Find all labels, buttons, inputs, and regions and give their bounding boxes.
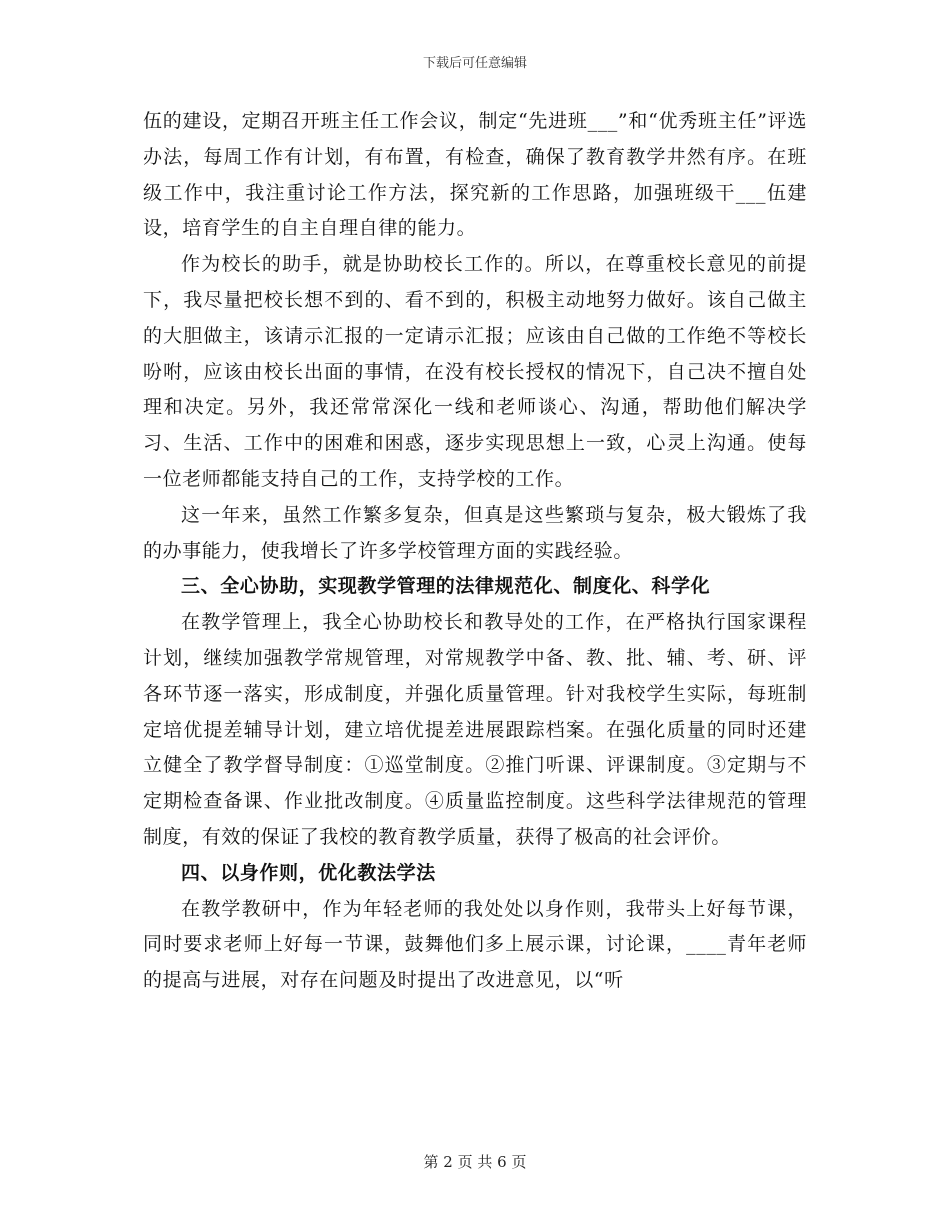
paragraph-year-summary: 这一年来，虽然工作繁多复杂，但真是这些繁琐与复杂，极大锻炼了我的办事能力，使我增长了许多学校管理方面的实践经验。 <box>143 503 807 562</box>
section-heading-three: 三、全心协助，实现教学管理的法律规范化、制度化、科学化 <box>181 575 711 598</box>
paragraph-continuation: 伍的建设，定期召开班主任工作会议，制定“先进班___”和“优秀班主任”评选办法，每周工作有计划，有布置，有检查，确保了教育教学井然有序。在班级工作中，我注重讨论工作方法，探究新的工作思路，加强班级干___伍建设，培育学生的自主自理自律的能力。 <box>143 110 807 240</box>
page-footer-pagination: 第 2 页 共 6 页 <box>423 1153 527 1171</box>
document-body <box>143 104 807 999</box>
paragraph-teaching-management: 在教学管理上，我全心协助校长和教导处的工作，在严格执行国家课程计划，继续加强教学常规管理，对常规教学中备、教、批、辅、考、研、评各环节逐一落实，形成制度，并强化质量管理。针对我校学生实际，每班制定培优提差辅导计划，建立培优提差进展跟踪档案。在强化质量的同时还建立健全了教学督导制度：①巡堂制度。②推门听课、评课制度。③定期与不定期检查备课、作业批改制度。④质量监控制度。这些科学法律规范的管理制度，有效的保证了我校的教育教学质量，获得了极高的社会评价。 <box>143 611 807 848</box>
page-header: 下载后可任意编辑 <box>422 56 527 71</box>
paragraph-teaching-research: 在教学教研中，作为年轻老师的我处处以身作则，我带头上好每节课，同时要求老师上好每一节课，鼓舞他们多上展示课，讨论课，____青年老师的提高与进展，对存在问题及时提出了改进意见，以“听 <box>143 897 807 992</box>
section-heading-four: 四、以身作则，优化教法学法 <box>181 861 436 884</box>
paragraph-assistant-role: 作为校长的助手，就是协助校长工作的。所以，在尊重校长意见的前提下，我尽量把校长想不到的、看不到的，积极主动地努力做好。该自己做主的大胆做主，该请示汇报的一定请示汇报；应该由自己做的工作绝不等校长吩咐，应该由校长出面的事情，在没有校长授权的情况下，自己决不擅自处理和决定。另外，我还常常深化一线和老师谈心、沟通，帮助他们解决学习、生活、工作中的困难和困惑，逐步实现思想上一致，心灵上沟通。使每一位老师都能支持自己的工作，支持学校的工作。 <box>143 253 807 490</box>
